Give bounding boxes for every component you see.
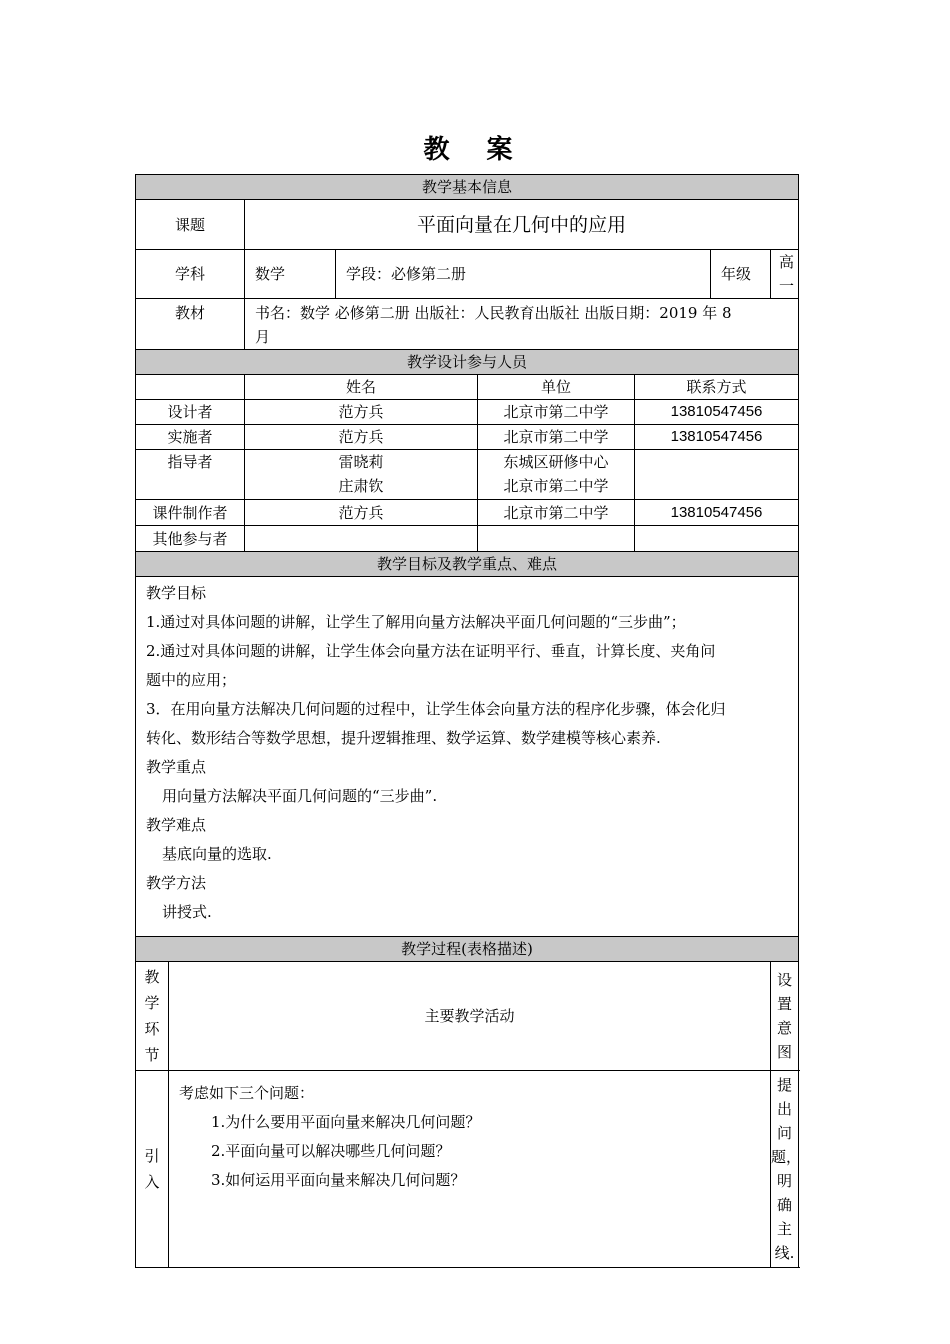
process-header-purpose: [771, 962, 799, 1071]
stage-char: 教: [144, 968, 160, 986]
advisor-name-1: 雷晓莉: [338, 453, 384, 471]
process-header-stage: [136, 962, 169, 1071]
key-point-heading: 教学重点: [146, 758, 207, 776]
courseware-unit: 北京市第二中学: [478, 500, 635, 526]
intro-purpose-line: 问: [777, 1124, 793, 1142]
implementer-name: 范方兵: [245, 425, 478, 450]
advisor-units: [478, 450, 635, 500]
textbook-label: 教材: [136, 299, 245, 350]
intro-stage-char: 入: [144, 1173, 160, 1191]
subject-label: 学科: [136, 250, 245, 299]
courseware-contact: 13810547456: [635, 500, 799, 526]
intro-purpose: [771, 1071, 802, 1268]
goal-item-1: 1.通过对具体问题的讲解，让学生了解用向量方法解决平面几何问题的“三步曲”；: [146, 613, 686, 631]
stage-char: 学: [144, 994, 160, 1012]
key-point-text: 用向量方法解决平面几何问题的“三步曲”.: [162, 787, 438, 805]
goal-item-2a: 2.通过对具体问题的讲解，让学生体会向量方法在证明平行、垂直，计算长度、夹角问: [146, 642, 716, 660]
difficulty-heading: 教学难点: [146, 816, 207, 834]
people-header-contact: 联系方式: [635, 375, 799, 400]
grade-value: 高一: [771, 250, 799, 299]
role-others: 其他参与者: [136, 526, 245, 552]
purpose-header-line: 设置: [777, 971, 793, 1013]
others-name: [245, 526, 478, 552]
intro-purpose-line: 主线.: [774, 1220, 795, 1262]
topic-value: 平面向量在几何中的应用: [245, 200, 799, 250]
textbook-line-2: 月: [255, 328, 271, 346]
goals-heading: 教学目标: [146, 584, 207, 602]
goal-item-2b: 题中的应用；: [146, 671, 237, 689]
advisor-names: [245, 450, 478, 500]
advisor-unit-1: 东城区研修中心: [503, 453, 609, 471]
intro-question-1: 1.为什么要用平面向量来解决几何问题？: [211, 1113, 481, 1131]
intro-purpose-line: 题，: [771, 1148, 802, 1166]
people-header-blank: [136, 375, 245, 400]
implementer-unit: 北京市第二中学: [478, 425, 635, 450]
intro-activity: [169, 1071, 771, 1268]
goal-item-3a: 3．在用向量方法解决几何问题的过程中，让学生体会向量方法的程序化步骤，体会化归: [146, 700, 726, 718]
intro-question-3: 3.如何运用平面向量来解决几何问题？: [211, 1171, 466, 1189]
others-unit: [478, 526, 635, 552]
courseware-name: 范方兵: [245, 500, 478, 526]
designer-contact: 13810547456: [635, 400, 799, 425]
document-title: 教 案: [423, 135, 527, 165]
section-header-participants: 教学设计参与人员: [136, 350, 799, 375]
section-header-basic-info: 教学基本信息: [136, 175, 799, 200]
stage-char: 环: [144, 1020, 160, 1038]
advisor-unit-2: 北京市第二中学: [503, 477, 609, 495]
purpose-header-line: 意图: [777, 1019, 793, 1061]
intro-purpose-line: 明确: [777, 1172, 793, 1214]
topic-label: 课题: [136, 200, 245, 250]
designer-name: 范方兵: [245, 400, 478, 425]
role-implementer: 实施者: [136, 425, 245, 450]
section-header-process: 教学过程(表格描述): [136, 937, 799, 962]
advisor-name-2: 庄肃钦: [338, 477, 384, 495]
goals-block: [136, 577, 799, 937]
subject-value: 数学: [245, 250, 336, 299]
implementer-contact: 13810547456: [635, 425, 799, 450]
role-advisor: 指导者: [136, 450, 245, 500]
method-heading: 教学方法: [146, 874, 207, 892]
intro-question-2: 2.平面向量可以解决哪些几何问题？: [211, 1142, 451, 1160]
goal-item-3b: 转化、数形结合等数学思想，提升逻辑推理、数学运算、数学建模等核心素养.: [146, 729, 661, 747]
stage-char: 节: [144, 1046, 160, 1064]
designer-unit: 北京市第二中学: [478, 400, 635, 425]
people-header-name: 姓名: [245, 375, 478, 400]
intro-stage-char: 引: [144, 1147, 160, 1165]
role-designer: 设计者: [136, 400, 245, 425]
textbook-line-1: 书名：数学 必修第二册 出版社：人民教育出版社 出版日期：2019 年 8: [255, 304, 732, 322]
section-header-goals: 教学目标及教学重点、难点: [136, 552, 799, 577]
intro-purpose-line: 提出: [777, 1076, 793, 1118]
others-contact: [635, 526, 799, 552]
process-header-activity: 主要教学活动: [169, 962, 771, 1071]
intro-stage: [136, 1071, 169, 1268]
textbook-info: [245, 299, 799, 350]
method-text: 讲授式.: [162, 903, 212, 921]
advisor-contact: [635, 450, 799, 500]
role-courseware: 课件制作者: [136, 500, 245, 526]
stage-value: 学段：必修第二册: [336, 250, 711, 299]
difficulty-text: 基底向量的选取.: [162, 845, 272, 863]
intro-lead: 考虑如下三个问题：: [179, 1084, 315, 1102]
grade-label: 年级: [711, 250, 771, 299]
lesson-plan-table: [135, 174, 802, 1268]
people-header-unit: 单位: [478, 375, 635, 400]
